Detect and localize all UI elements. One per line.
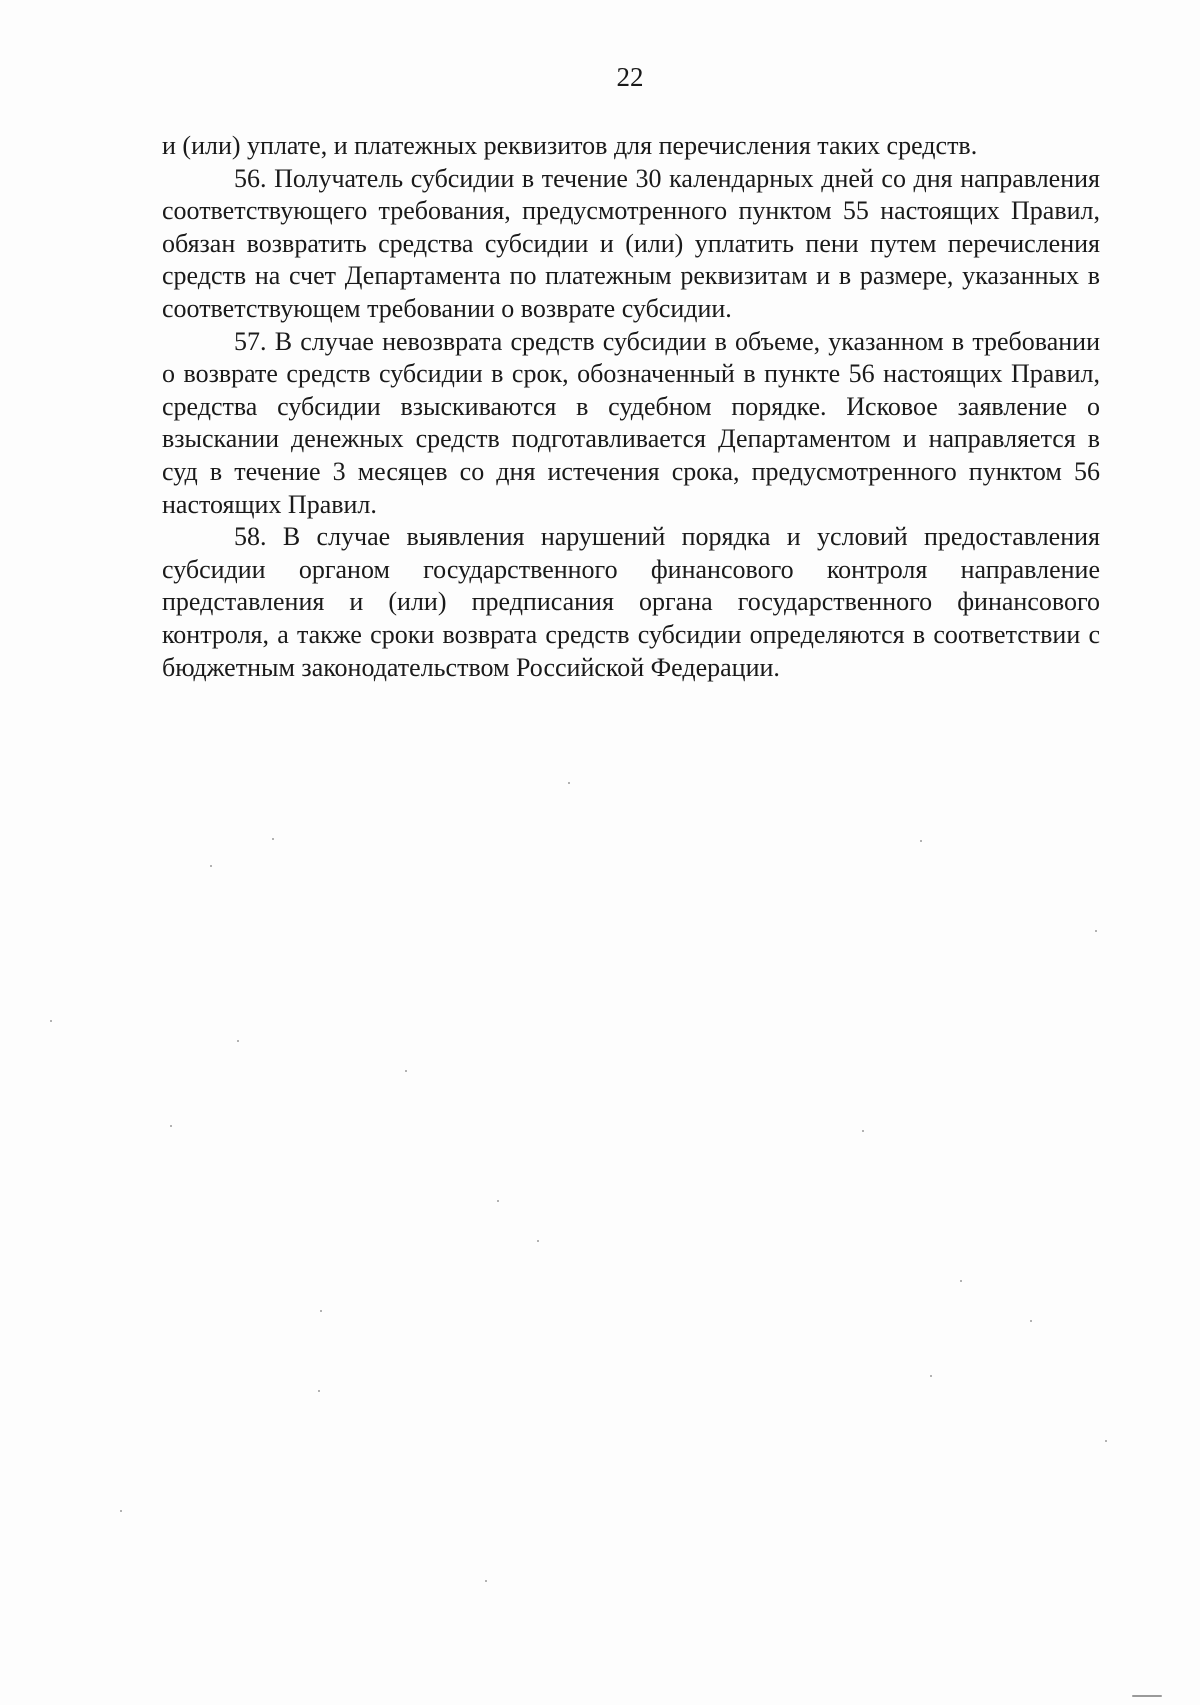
scan-speck: [568, 782, 570, 784]
scan-speck: [1105, 1440, 1107, 1442]
scan-speck: [272, 838, 274, 840]
document-body: [162, 130, 1100, 684]
scan-speck: [1095, 930, 1097, 932]
paragraph-58: 58. В случае выявления нарушений порядка и условий предоставления субсидии органом государственного финансового контроля направление представления и (или) предписания органа государственного финансового контроля, а также сроки возврата средств субсидии определяются в соответствии с бюджетным законодательством Российской Федерации.: [162, 522, 1100, 682]
scan-speck: [960, 1280, 962, 1282]
paragraph-continuation: и (или) уплате, и платежных реквизитов для перечисления таких средств.: [162, 131, 978, 160]
scan-speck: [485, 1580, 487, 1582]
scan-speck: [497, 1200, 499, 1202]
page-number: 22: [616, 62, 644, 92]
paragraph-57: 57. В случае невозврата средств субсидии в объеме, указанном в требовании о возврате средств субсидии в срок, обозначенный в пункте 56 настоящих Правил, средства субсидии взыскиваются в судебном порядке. Исковое заявление о взыскании денежных средств подготавливается Департаментом и направляется в суд в течение 3 месяцев со дня истечения срока, предусмотренного пунктом 56 настоящих Правил.: [162, 326, 1100, 519]
paragraph-56: 56. Получатель субсидии в течение 30 календарных дней со дня направления соответствующего требования, предусмотренного пунктом 55 настоящих Правил, обязан возвратить средства субсидии и (или) уплатить пени путем перечисления средств на счет Департамента по платежным реквизитам и в размере, указанных в соответствующем требовании о возврате субсидии.: [162, 163, 1100, 323]
scan-speck: [120, 1510, 122, 1512]
scan-speck: [920, 840, 922, 842]
scan-speck: [862, 1130, 864, 1132]
scan-speck: [237, 1040, 239, 1042]
scan-speck: [318, 1390, 320, 1392]
scan-speck: [210, 865, 212, 867]
scan-speck: [930, 1375, 932, 1377]
scan-speck: [170, 1125, 172, 1127]
scan-speck: [320, 1310, 322, 1312]
scan-speck: [1030, 1320, 1032, 1322]
scan-speck: [405, 1070, 407, 1072]
scan-speck: [50, 1020, 52, 1022]
scan-speck: [537, 1240, 539, 1242]
scan-speck: [1132, 1695, 1162, 1697]
